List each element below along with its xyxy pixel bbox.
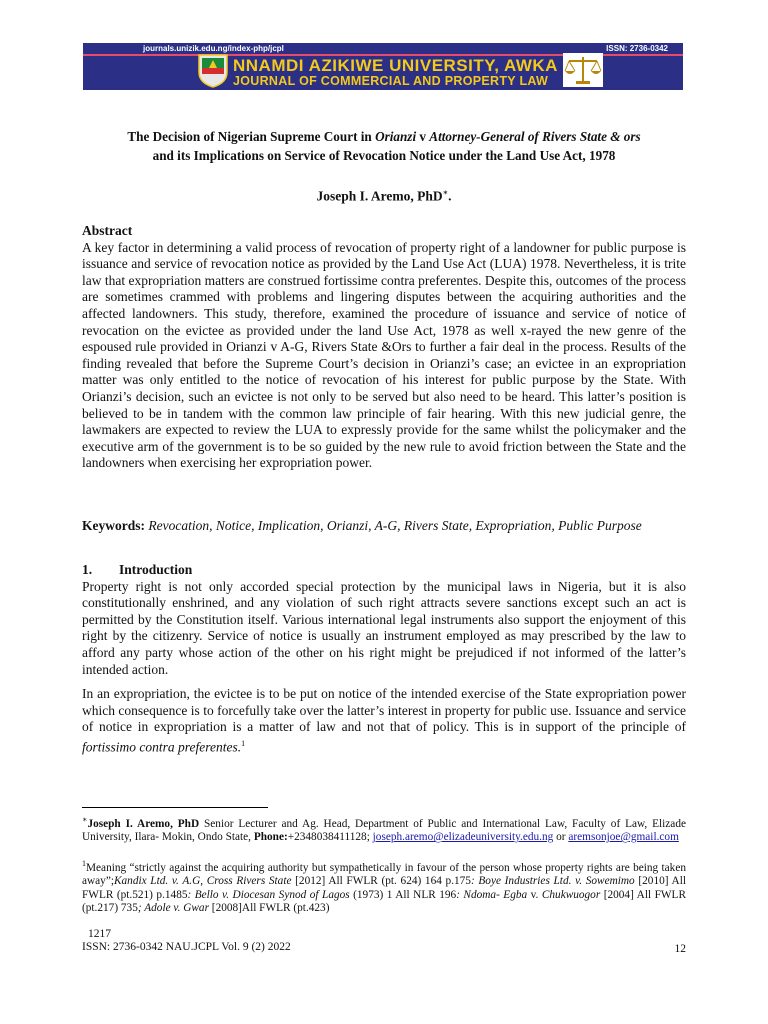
keywords-text: Revocation, Notice, Implication, Orianzi, A-G, Rivers State, Expropriation, Public Purpose	[148, 518, 642, 533]
introduction-section	[82, 562, 686, 756]
intro-heading	[82, 562, 686, 579]
keywords	[82, 518, 686, 535]
author-period: .	[448, 188, 452, 204]
banner-journal: JOURNAL OF COMMERCIAL AND PROPERTY LAW	[233, 74, 549, 88]
fn1-email2-link[interactable]: aremsonjoe@gmail.com	[568, 831, 679, 844]
banner-issn: ISSN: 2736-0342	[606, 44, 668, 53]
footnote-ref-1[interactable]: 1	[241, 738, 246, 748]
fn2-cite5: [2008]All FWLR (pt.423)	[208, 901, 330, 914]
fn1-name: Joseph I. Aremo, PhD	[87, 817, 200, 830]
banner-url: journals.unizik.edu.ng/index-php/jcpl	[143, 44, 284, 53]
author-footnote-mark: ∗	[442, 188, 449, 197]
fn1-or: or	[553, 831, 569, 844]
keywords-label: Keywords:	[82, 518, 145, 533]
fn1-text: Senior Lecturer and Ag. Head, Department of Public and International Law, Faculty of Law, Elizade University, Ilara- Mokin, Ondo State,	[82, 817, 686, 844]
scales-of-justice-icon	[563, 53, 603, 87]
title-case-respondent: Attorney-General of Rivers State & ors	[429, 129, 641, 144]
intro-paragraph-2	[82, 686, 686, 756]
title-text: The Decision of Nigerian Supreme Court in	[127, 129, 376, 144]
abstract-heading: Abstract	[82, 223, 133, 238]
fn2-case6: ; Adole v. Gwar	[137, 901, 209, 914]
footnote-1	[82, 857, 686, 915]
fn2-case5: Chukwuogor	[541, 888, 601, 901]
fn1-mark: ∗	[82, 815, 88, 824]
fn2-case4: : Ndoma- Egba	[456, 888, 528, 901]
banner-university: NNAMDI AZIKIWE UNIVERSITY, AWKA	[233, 56, 558, 75]
fn2-mark: 1	[82, 859, 86, 868]
intro-number: 1.	[82, 562, 93, 577]
fn2-case3: : Bello v. Diocesan Synod of Lagos	[187, 888, 350, 901]
title-versus: v	[416, 129, 430, 144]
abstract-section	[82, 223, 686, 472]
footnote-divider	[82, 807, 268, 808]
page-footer	[82, 928, 291, 954]
title-case-party: Orianzi	[375, 129, 417, 144]
author-line	[82, 187, 686, 205]
footer-issn: ISSN: 2736-0342 NAU.JCPL Vol. 9 (2) 2022	[82, 941, 291, 953]
fn1-email-link[interactable]: joseph.aremo@elizadeuniversity.edu.ng	[372, 831, 554, 844]
fn1-phone-label: Phone:	[253, 831, 288, 844]
paper-title	[82, 127, 686, 165]
fn2-text: Meaning “strictly against the acquiring authority but sympathetically in favour of the person whose property rights are being taken away”;	[82, 861, 686, 888]
intro-p2-text: In an expropriation, the evictee is to be put on notice of the intended exercise of the State expropriation power which consequence is to forcefully take over the latter’s interest in property for public use. Issuance and service of notice in expropriation is a matter of law and not that of policy. This is in support of the principle of	[82, 686, 686, 735]
intro-p2-italic: fortissimo contra preferentes.	[82, 739, 242, 755]
fn2-case1: Kandix Ltd. v. A.G, Cross Rivers State	[114, 875, 292, 888]
journal-banner	[83, 43, 683, 90]
title-line2: and its Implications on Service of Revocation Notice under the Land Use Act, 1978	[152, 148, 616, 163]
page-number: 12	[674, 943, 686, 955]
fn2-cite1: [2012] All FWLR (pt. 624) 164 p.175	[291, 875, 471, 888]
fn2-versus: v.	[527, 888, 542, 901]
footnote-author	[82, 813, 686, 845]
author-name: Joseph I. Aremo, PhD	[316, 188, 443, 204]
fn2-cite3: (1973) 1 All NLR 196	[349, 888, 457, 901]
fn2-cite4: [2004] All FWLR (pt.217) 735	[82, 888, 686, 914]
abstract-text: A key factor in determining a valid process of revocation of property right of a landowner for public purpose is issuance and service of revocation notice as provided by the Land Use Act (LUA) 1978. Nevertheless, it is trite law that expropriation matters are construed fortissime contra preferentes. Despite this, outcomes of the process are sometimes crammed with problems and lingering disputes between the acquiring authorities and the affected landowners. This study, therefore, examined the procedure of issuance and service of notice of revocation on the evictee as provided under the land Use Act, 1978 as well x-rayed the new genre of the espoused rule provided in Orianzi v A-G, Rivers State &Ors to further a fair deal in the process. Results of the finding revealed that before the Supreme Court’s decision in Orianzi’s case; an evictee in an expropriation matter was only entitled to the notice of revocation of his interest for public purpose by the State. With Orianzi’s decision, such an evictee is not only to be served but also need to be heard. This latter’s position is believed to be in tandem with the common law principle of fair hearing. With this new judicial genre, the lawmakers are expected to review the LUA to expressly provide for the same whilst the policymaker and the executive arm of the government is to be so guided by the new rule to avoid friction between the State and the landowners when exercising her expropriation power.	[82, 239, 686, 471]
fn2-cite2: [2010] All FWLR (pt.521) p.1485	[82, 875, 686, 901]
fn1-phone: +2348038411128;	[287, 831, 370, 844]
footer-page-top: 1217	[88, 928, 111, 940]
intro-heading-text: Introduction	[119, 562, 193, 577]
fn2-case2: : Boye Industries Ltd. v. Sowemimo	[470, 875, 635, 888]
university-crest-icon	[196, 52, 230, 88]
intro-paragraph-1: Property right is not only accorded special protection by the municipal laws in Nigeria, but it is also constitutionally enshrined, and any violation of such right attracts severe sanctions except such an act is permitted by the Constitution itself. Various international legal instruments also support the enjoyment of this right by the citizenry. Service of notice is usually an instrument employed as may prescribed by the law to afford any party whose action of the other on his right might be prejudiced if not informed of the latter’s intended action.	[82, 578, 686, 677]
